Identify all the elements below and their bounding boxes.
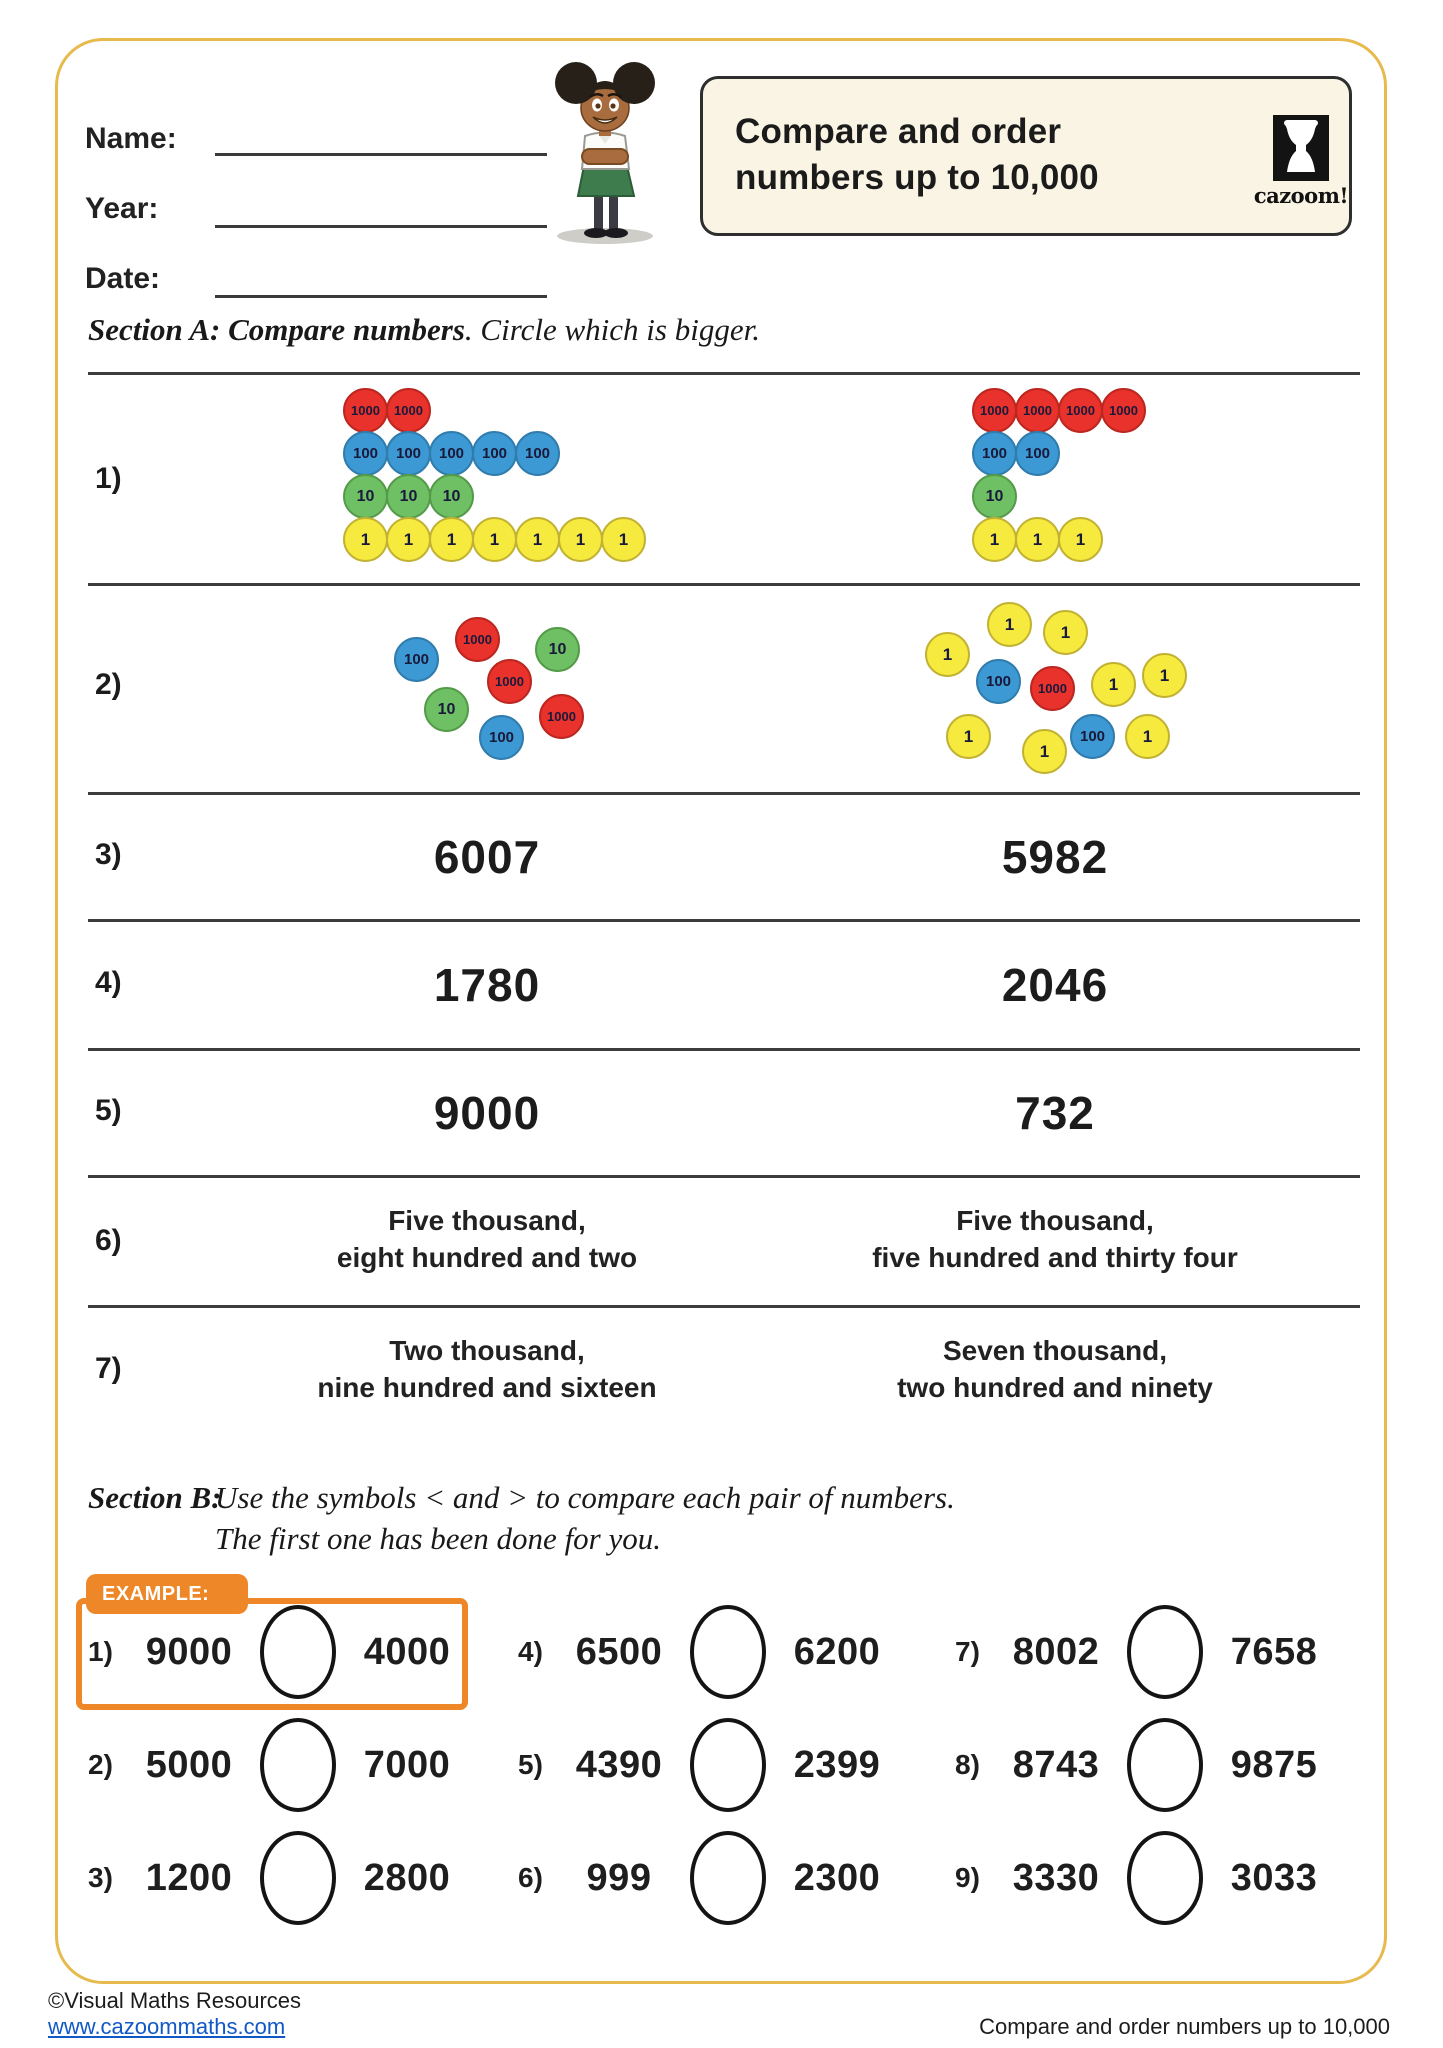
problem-right-value: 2300	[793, 1856, 881, 1899]
worksheet-title	[735, 109, 1099, 201]
section-a-heading-bold: Section A: Compare numbers	[88, 312, 465, 347]
answer-circle	[690, 1831, 766, 1925]
divider-line	[88, 792, 1360, 795]
problem-right-value: 7000	[363, 1743, 451, 1786]
place-value-counter-1: 1	[601, 517, 646, 562]
place-value-counter-1: 1	[925, 632, 970, 677]
problem-left-value: 999	[586, 1856, 652, 1899]
problem-left-value: 3330	[1012, 1856, 1100, 1899]
name-label: Name:	[85, 122, 177, 155]
q3-right-value: 5982	[1001, 831, 1109, 883]
divider-line	[88, 919, 1360, 922]
q4-left-value: 1780	[433, 959, 541, 1011]
problem-left-value: 6500	[575, 1630, 663, 1673]
problem-number: 1)	[88, 1636, 113, 1667]
place-value-counter-10: 10	[535, 627, 580, 672]
compare-problem-1	[88, 1602, 462, 1702]
place-value-counter-100: 100	[479, 715, 524, 760]
q4-right-value: 2046	[1001, 959, 1109, 1011]
problem-right-value: 9875	[1230, 1743, 1318, 1786]
footer-copyright: ©Visual Maths Resources	[48, 1988, 302, 2013]
cazoom-drum-icon	[1273, 115, 1329, 181]
place-value-counter-1000: 1000	[455, 617, 500, 662]
place-value-counter-1000: 1000	[1030, 666, 1075, 711]
place-value-counter-100: 100	[429, 431, 474, 476]
place-value-counter-1000: 1000	[1058, 388, 1103, 433]
compare-problem-2	[88, 1715, 462, 1815]
compare-problem-9	[955, 1828, 1329, 1928]
place-value-counter-100: 100	[972, 431, 1017, 476]
place-value-counter-10: 10	[424, 687, 469, 732]
answer-circle	[690, 1718, 766, 1812]
problem-number: 8)	[955, 1749, 980, 1780]
answer-circle	[260, 1831, 336, 1925]
q7-right-line2: two hundred and ninety	[897, 1372, 1213, 1403]
section-a-heading	[88, 312, 760, 348]
question-4-number: 4)	[95, 966, 122, 999]
compare-problem-4	[518, 1602, 892, 1702]
title-line-1: Compare and order	[735, 112, 1062, 151]
problem-left-value: 8002	[1012, 1630, 1100, 1673]
place-value-counter-100: 100	[394, 637, 439, 682]
place-value-counter-10: 10	[343, 474, 388, 519]
place-value-counter-1: 1	[515, 517, 560, 562]
counter-row-10	[343, 474, 644, 519]
problem-number: 7)	[955, 1636, 980, 1667]
place-value-counter-100: 100	[1015, 431, 1060, 476]
footer-worksheet-title: Compare and order numbers up to 10,000	[979, 2014, 1390, 2039]
place-value-counter-1000: 1000	[1015, 388, 1060, 433]
worksheet-title-box	[700, 76, 1352, 236]
problem-right-value: 2399	[793, 1743, 881, 1786]
q6-left-line2: eight hundred and two	[336, 1242, 638, 1273]
place-value-counter-1: 1	[946, 714, 991, 759]
place-value-counter-100: 100	[515, 431, 560, 476]
answer-circle	[1127, 1831, 1203, 1925]
counter-row-1000	[972, 388, 1144, 433]
problem-right-value: 3033	[1230, 1856, 1318, 1899]
place-value-counter-1000: 1000	[487, 659, 532, 704]
question-1-number: 1)	[95, 462, 122, 495]
footer-website-link[interactable]: www.cazoommaths.com	[48, 2014, 286, 2039]
problem-right-value: 4000	[363, 1630, 451, 1673]
place-value-counter-1: 1	[472, 517, 517, 562]
problem-right-value: 2800	[363, 1856, 451, 1899]
compare-problem-3	[88, 1828, 462, 1928]
place-value-counter-1000: 1000	[343, 388, 388, 433]
place-value-counter-1: 1	[1058, 517, 1103, 562]
place-value-counter-1: 1	[386, 517, 431, 562]
place-value-counter-1: 1	[972, 517, 1017, 562]
q6-right-line1: Five thousand,	[956, 1205, 1154, 1236]
question-7-number: 7)	[95, 1352, 122, 1385]
problem-left-value: 4390	[575, 1743, 663, 1786]
divider-line	[88, 583, 1360, 586]
compare-problem-7	[955, 1602, 1329, 1702]
place-value-counter-1: 1	[987, 602, 1032, 647]
counter-row-1	[972, 517, 1144, 562]
place-value-counter-1: 1	[429, 517, 474, 562]
counter-row-1000	[343, 388, 644, 433]
problem-number: 3)	[88, 1862, 113, 1893]
place-value-counter-100: 100	[976, 659, 1021, 704]
problem-number: 5)	[518, 1749, 543, 1780]
q1-right-counter-group	[972, 388, 1144, 562]
q5-left-value: 9000	[433, 1087, 541, 1139]
section-b-instruction-line2: The first one has been done for you.	[215, 1521, 662, 1556]
place-value-counter-100: 100	[472, 431, 517, 476]
place-value-counter-10: 10	[429, 474, 474, 519]
place-value-counter-10: 10	[386, 474, 431, 519]
q5-right-value: 732	[1015, 1087, 1095, 1139]
problem-left-value: 1200	[145, 1856, 233, 1899]
problem-left-value: 9000	[145, 1630, 233, 1673]
q1-left-counter-group	[343, 388, 644, 562]
cazoom-logo-text: cazoom!	[1253, 183, 1349, 208]
divider-line	[88, 1175, 1360, 1178]
compare-problem-8	[955, 1715, 1329, 1815]
answer-circle	[260, 1605, 336, 1699]
place-value-counter-1: 1	[1142, 653, 1187, 698]
place-value-counter-100: 100	[343, 431, 388, 476]
q7-left-line1: Two thousand,	[389, 1335, 585, 1366]
date-label: Date:	[85, 262, 161, 295]
place-value-counter-1: 1	[1043, 610, 1088, 655]
problem-right-value: 7658	[1230, 1630, 1318, 1673]
problem-right-value: 6200	[793, 1630, 881, 1673]
place-value-counter-10: 10	[972, 474, 1017, 519]
q7-left-line2: nine hundred and sixteen	[317, 1372, 657, 1403]
place-value-counter-1: 1	[1125, 714, 1170, 759]
q6-left-words	[257, 1202, 717, 1276]
date-field-line	[215, 295, 547, 298]
place-value-counter-100: 100	[1070, 714, 1115, 759]
q6-left-line1: Five thousand,	[388, 1205, 586, 1236]
section-b-heading	[88, 1480, 221, 1516]
place-value-counter-1000: 1000	[386, 388, 431, 433]
place-value-counter-1000: 1000	[1101, 388, 1146, 433]
question-6-number: 6)	[95, 1224, 122, 1257]
place-value-counter-1: 1	[1091, 662, 1136, 707]
place-value-counter-1000: 1000	[539, 694, 584, 739]
problem-left-value: 8743	[1012, 1743, 1100, 1786]
counter-row-1	[343, 517, 644, 562]
answer-circle	[1127, 1605, 1203, 1699]
name-field-line	[215, 153, 547, 156]
section-a-heading-italic: . Circle which is bigger.	[464, 312, 760, 347]
place-value-counter-1000: 1000	[972, 388, 1017, 433]
q6-right-line2: five hundred and thirty four	[872, 1242, 1238, 1273]
section-b-heading-bold: Section B:	[88, 1480, 222, 1515]
counter-row-100	[343, 431, 644, 476]
place-value-counter-1: 1	[343, 517, 388, 562]
year-label: Year:	[85, 192, 159, 225]
problem-left-value: 5000	[145, 1743, 233, 1786]
problem-number: 2)	[88, 1749, 113, 1780]
answer-circle	[260, 1718, 336, 1812]
question-2-number: 2)	[95, 668, 122, 701]
cazoom-logo	[1251, 115, 1351, 208]
place-value-counter-100: 100	[386, 431, 431, 476]
year-field-line	[215, 225, 547, 228]
q6-right-words	[825, 1202, 1285, 1276]
place-value-counter-1: 1	[558, 517, 603, 562]
divider-line	[88, 1048, 1360, 1051]
girl-mascot-illustration	[535, 56, 680, 246]
q7-left-words	[257, 1332, 717, 1406]
example-tab-label: EXAMPLE:	[86, 1574, 248, 1614]
title-line-2: numbers up to 10,000	[735, 158, 1099, 197]
counter-row-10	[972, 474, 1144, 519]
problem-number: 4)	[518, 1636, 543, 1667]
divider-line	[88, 1305, 1360, 1308]
question-3-number: 3)	[95, 838, 122, 871]
q7-right-words	[825, 1332, 1285, 1406]
question-5-number: 5)	[95, 1094, 122, 1127]
place-value-counter-1: 1	[1022, 729, 1067, 774]
problem-number: 9)	[955, 1862, 980, 1893]
answer-circle	[1127, 1718, 1203, 1812]
compare-problem-5	[518, 1715, 892, 1815]
problem-number: 6)	[518, 1862, 543, 1893]
answer-circle	[690, 1605, 766, 1699]
place-value-counter-1: 1	[1015, 517, 1060, 562]
q7-right-line1: Seven thousand,	[942, 1335, 1168, 1366]
q3-left-value: 6007	[433, 831, 541, 883]
compare-problem-6	[518, 1828, 892, 1928]
divider-line	[88, 372, 1360, 375]
section-b-instruction-line1: Use the symbols < and > to compare each pair of numbers.	[215, 1480, 955, 1515]
counter-row-100	[972, 431, 1144, 476]
